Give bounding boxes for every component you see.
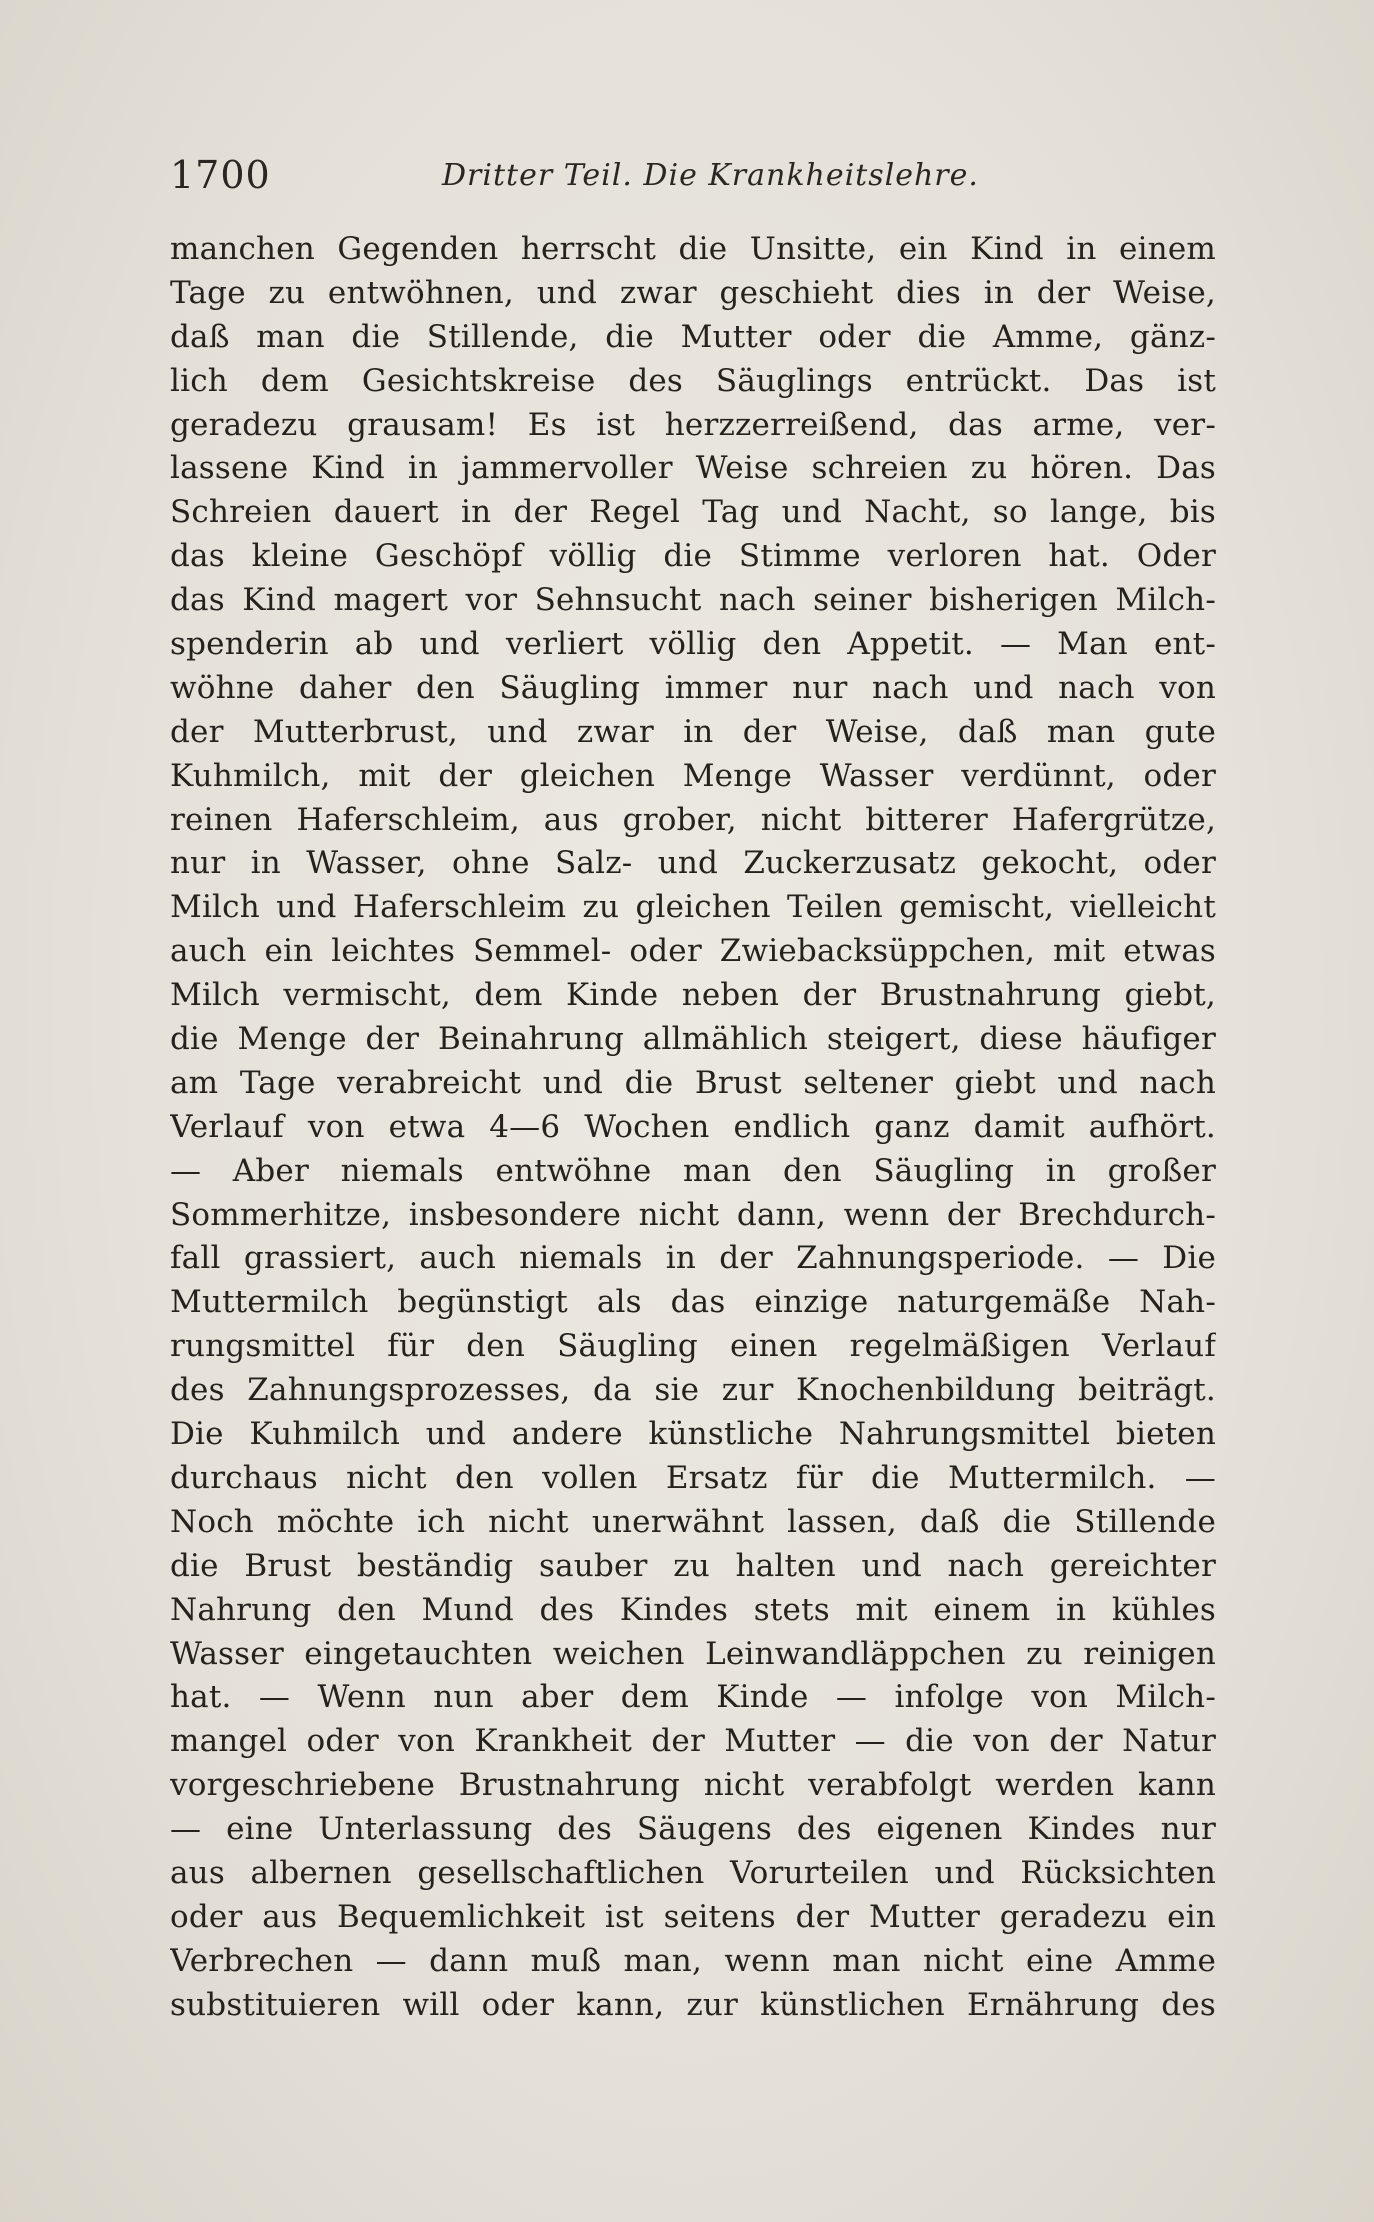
text-line: lassene Kind in jammervoller Weise schreien zu hören. Das	[170, 450, 1216, 487]
text-line: Kuhmilch, mit der gleichen Menge Wasser verdünnt, oder	[170, 757, 1216, 794]
text-line: die Menge der Beinahrung allmählich steigert, diese häufiger	[170, 1021, 1216, 1058]
text-line: substituieren will oder kann, zur künstlichen Ernährung des	[170, 1986, 1216, 2023]
text-line: mangel oder von Krankheit der Mutter — die von der Natur	[170, 1723, 1216, 1760]
text-line: Tage zu entwöhnen, und zwar geschieht dies in der Weise,	[170, 274, 1216, 311]
page-header	[170, 150, 1220, 200]
text-line: Die Kuhmilch und andere künstliche Nahrungsmittel bieten	[170, 1416, 1216, 1453]
text-line: durchaus nicht den vollen Ersatz für die Muttermilch. —	[170, 1459, 1216, 1496]
text-line: vorgeschriebene Brustnahrung nicht verabfolgt werden kann	[170, 1767, 1216, 1804]
text-line: des Zahnungsprozesses, da sie zur Knochenbildung beiträgt.	[170, 1372, 1216, 1409]
text-line: lich dem Gesichtskreise des Säuglings entrückt. Das ist	[170, 362, 1216, 399]
text-line: Milch und Haferschleim zu gleichen Teilen gemischt, vielleicht	[170, 889, 1216, 926]
page-number: 1700	[170, 153, 271, 197]
text-line: auch ein leichtes Semmel- oder Zwiebacksüppchen, mit etwas	[170, 933, 1216, 970]
text-line: daß man die Stillende, die Mutter oder die Amme, gänz-	[170, 318, 1216, 355]
text-line: nur in Wasser, ohne Salz- und Zuckerzusatz gekocht, oder	[170, 845, 1216, 882]
text-line: das kleine Geschöpf völlig die Stimme verloren hat. Oder	[170, 538, 1216, 575]
text-line: Nahrung den Mund des Kindes stets mit einem in kühles	[170, 1591, 1216, 1628]
text-line: — eine Unterlassung des Säugens des eigenen Kindes nur	[170, 1811, 1216, 1848]
text-line: geradezu grausam! Es ist herzzerreißend, das arme, ver-	[170, 406, 1216, 443]
text-line: hat. — Wenn nun aber dem Kinde — infolge von Milch-	[170, 1679, 1216, 1716]
text-line: rungsmittel für den Säugling einen regelmäßigen Verlauf	[170, 1328, 1216, 1365]
text-line: Muttermilch begünstigt als das einzige naturgemäße Nah-	[170, 1284, 1216, 1321]
text-line: oder aus Bequemlichkeit ist seitens der Mutter geradezu ein	[170, 1898, 1216, 1935]
text-line: das Kind magert vor Sehnsucht nach seiner bisherigen Milch-	[170, 582, 1216, 619]
text-line: fall grassiert, auch niemals in der Zahnungsperiode. — Die	[170, 1240, 1216, 1277]
text-line: Milch vermischt, dem Kinde neben der Brustnahrung giebt,	[170, 977, 1216, 1014]
text-line: am Tage verabreicht und die Brust seltener giebt und nach	[170, 1064, 1216, 1101]
text-line: — Aber niemals entwöhne man den Säugling in großer	[170, 1152, 1216, 1189]
text-line: Sommerhitze, insbesondere nicht dann, wenn der Brechdurch-	[170, 1196, 1216, 1233]
text-line: Verlauf von etwa 4—6 Wochen endlich ganz damit aufhört.	[170, 1108, 1216, 1145]
text-line: spenderin ab und verliert völlig den Appetit. — Man ent-	[170, 626, 1216, 663]
body-text	[170, 228, 1216, 2028]
text-line: Schreien dauert in der Regel Tag und Nacht, so lange, bis	[170, 494, 1216, 531]
text-line: die Brust beständig sauber zu halten und nach gereichter	[170, 1547, 1216, 1584]
text-line: Verbrechen — dann muß man, wenn man nicht eine Amme	[170, 1942, 1216, 1979]
text-line: der Mutterbrust, und zwar in der Weise, daß man gute	[170, 713, 1216, 750]
text-line: Wasser eingetauchten weichen Leinwandläppchen zu reinigen	[170, 1635, 1216, 1672]
text-line: aus albernen gesellschaftlichen Vorurteilen und Rücksichten	[170, 1854, 1216, 1891]
text-line: reinen Haferschleim, aus grober, nicht bitterer Hafergrütze,	[170, 801, 1216, 838]
text-line: wöhne daher den Säugling immer nur nach und nach von	[170, 669, 1216, 706]
text-line: Noch möchte ich nicht unerwähnt lassen, daß die Stillende	[170, 1503, 1216, 1540]
text-line: manchen Gegenden herrscht die Unsitte, ein Kind in einem	[170, 231, 1216, 267]
running-head: Dritter Teil. Die Krankheitslehre.	[442, 158, 979, 193]
